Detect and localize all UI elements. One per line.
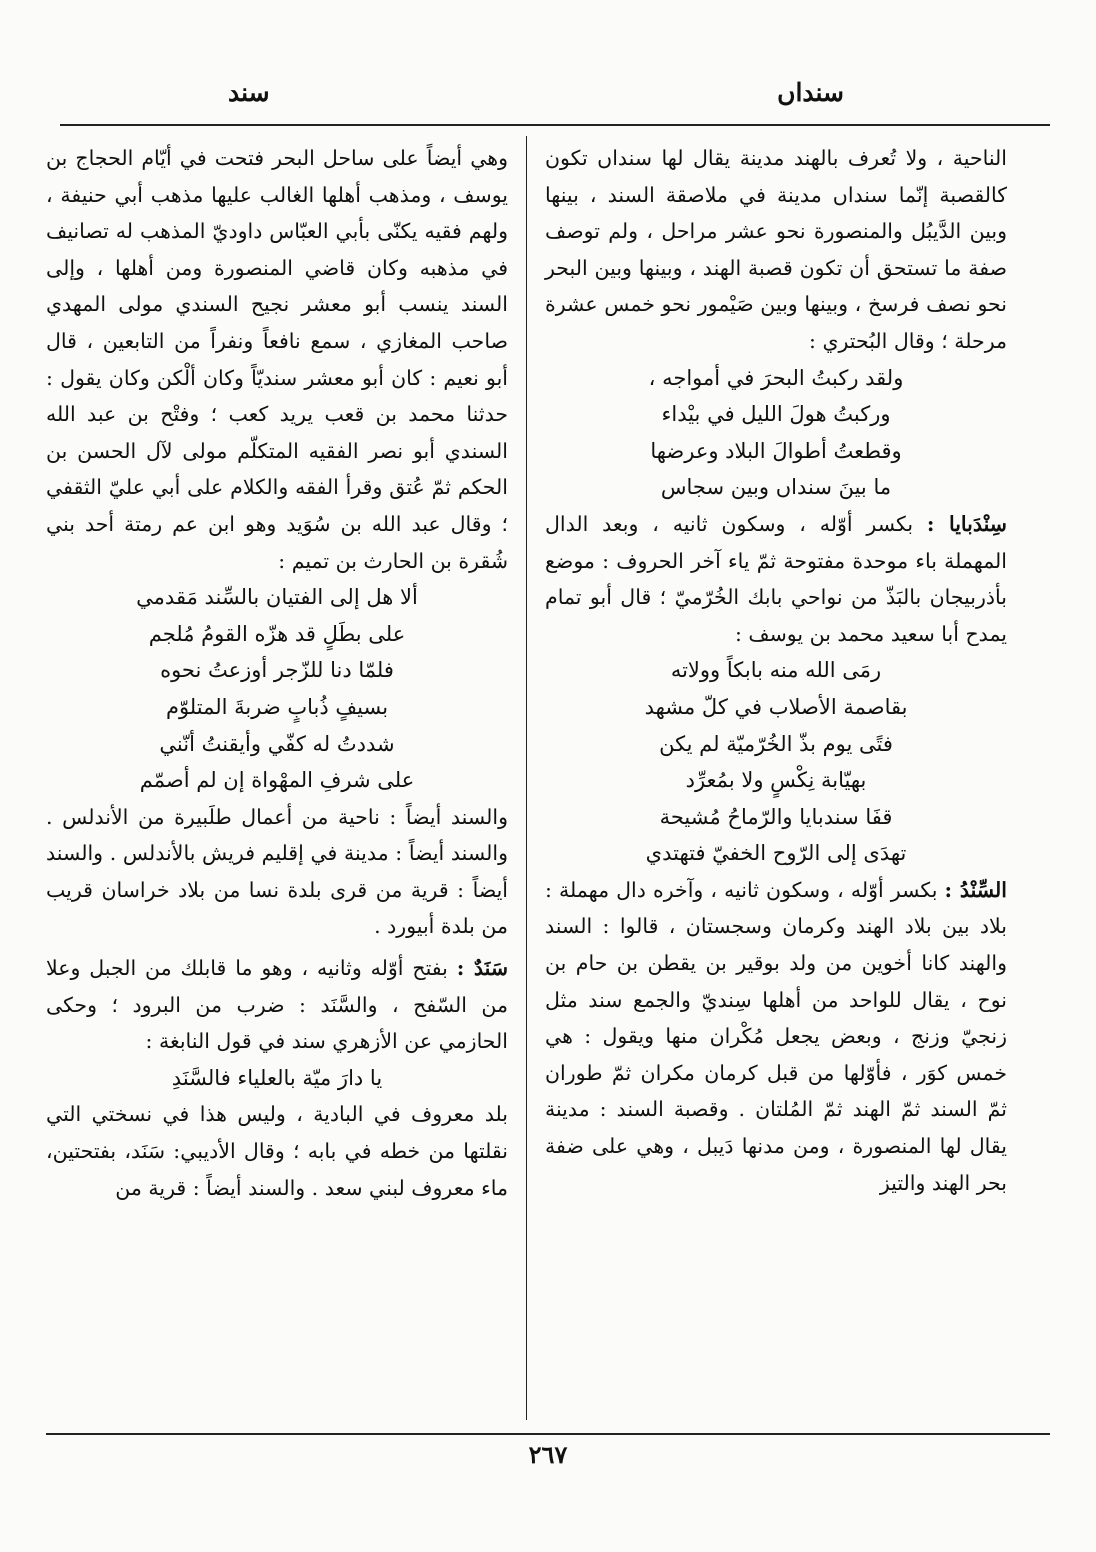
- verse-line: بسيفٍ ذُبابٍ ضربةَ المتلوّم: [165, 694, 389, 719]
- entry-sanad: [46, 950, 508, 1060]
- verse-line: قفَا سندبايا والرّماحُ مُشيحة: [659, 804, 893, 829]
- verse-line: تهدَى إلى الرّوح الخفيّ فتهتدي: [645, 841, 907, 866]
- verse-line: ألا هل إلى الفتيان بالسِّند مَقدمي: [136, 585, 418, 610]
- verse-block: [46, 579, 508, 799]
- verse-line: بهيّابة نِكْسٍ ولا بمُعرِّد: [685, 768, 867, 793]
- entry-headword: السِّنْدُ :: [944, 877, 1007, 902]
- verse-line: وقطعتُ أطوالَ البلاد وعرضها: [650, 438, 902, 463]
- verse-line: فتًى يوم بذّ الخُرّميّة لم يكن: [659, 731, 893, 756]
- entry-headword: سَنَدٌ :: [456, 956, 508, 981]
- entry-sindbaya: [545, 506, 1007, 652]
- entry-paragraph: وهي أيضاً على ساحل البحر فتحت في أيّام الحجاج بن يوسف ، ومذهب أهلها الغالب عليها مذهب أبي حنيفة ، ولهم فقيه يكنّى بأبي العبّاس داوديّ المذهب له تصانيف في مذهبه وكان قاضي المنصورة ومن أهلها ، وإلى السند ينسب أبو معشر نجيح السندي مولى المهدي صاحب المغازي ، سمع نافعاً ونفراً من التابعين ، قال أبو نعيم : كان أبو معشر سنديّاً وكان ألْكن وكان يقول : حدثنا محمد بن قعب يريد كعب ؛ وفتْح بن عبد الله السندي أبو نصر الفقيه المتكلّم مولى لآل الحسن بن الحكم ثمّ عُتق وقرأ الفقه والكلام على أبي عليّ الثقفي ؛ وقال عبد الله بن سُوَيد وهو ابن عم رمتة أحد بني شُقرة بن الحارث بن تميم :: [46, 146, 508, 573]
- verse-block: [46, 1060, 508, 1097]
- left-column: [46, 140, 508, 1206]
- column-divider: [526, 136, 527, 1420]
- verse-line: فلمّا دنا للزّجر أوزعتُ نحوه: [160, 658, 394, 683]
- entry-paragraph: والسند أيضاً : ناحية من أعمال طلَبيرة من الأندلس . والسند أيضاً : مدينة في إقليم فريش بالأندلس . والسند أيضاً : قرية من قرى بلدة نسا من بلاد خراسان قريب من بلدة أبيورد .: [46, 804, 509, 939]
- entry-paragraph: بلد معروف في البادية ، وليس هذا في نسختي التي نقلتها من خطه في بابه ؛ وقال الأديبي: سَنَد، بفتحتين، ماء معروف لبني سعد . والسند أيضاً : قرية من: [46, 1102, 508, 1200]
- verse-line: بقاصمة الأصلاب في كلّ مشهد: [644, 694, 908, 719]
- verse-line: على شرفِ المهْواة إن لم أصمّم: [139, 768, 415, 793]
- verse-line: ولقد ركبتُ البحرَ في أمواجه ،: [648, 365, 904, 390]
- footer-rule: [46, 1433, 1050, 1435]
- entry-paragraph: الناحية ، ولا تُعرف بالهند مدينة يقال لها سنداں تكون كالقصبة إنّما سنداں مدينة في ملاصقة السند ، بينها وبين الدَّيبُل والمنصورة نحو عشر مراحل ، ولم توصف صفة ما تستحق أن تكون قصبة الهند ، وبينها وبين البحر نحو نصف فرسخ ، وبينها وبين صَيْمور نحو خمس عشرة مرحلة ؛ وقال البُحتري :: [545, 146, 1007, 353]
- page-number: ٢٦٧: [528, 1440, 568, 1469]
- verse-line: شددتُ له كفّي وأيقنتُ أنّني: [159, 731, 395, 756]
- entry-text: بفتح أوّله وثانيه ، وهو ما قابلك من الجبل وعلا من السّفح ، والسَّنَد : ضرب من البرود ؛ وحكى الحازمي عن الأزهري سند في قول النابغة :: [46, 956, 508, 1054]
- verse-line: يا دارَ ميّة بالعلياء فالسَّنَدِ: [171, 1065, 383, 1090]
- verse-line: وركبتُ هولَ الليل في بيْداء: [661, 402, 891, 427]
- entry-text: بكسر أوّله ، وسكون ثانيه ، وآخره دال مهملة : بلاد بين بلاد الهند وكرمان وسجستان ، قالوا : السند والهند كانا أخوين من ولد بوقير بن يقطن بن حام بن نوح ، يقال للواحد من أهلها سِنديّ والجمع سند مثل زنجيّ وزنج ، وبعض يجعل مُكْران منها ويقول : هي خمس كوَر ، فأوّلها من قبل كرمان مكران ثمّ طوران ثمّ السند ثمّ الهند ثمّ المُلتان . وقصبة السند : مدينة يقال لها المنصورة ، ومن مدنها دَيبل ، وهي على ضفة بحر الهند والتيز: [545, 877, 1007, 1195]
- right-column: [545, 140, 1007, 1201]
- verse-block: [545, 652, 1007, 872]
- entry-headword: سِنْدَبايا :: [926, 511, 1007, 536]
- entry-al-sind: [545, 872, 1007, 1201]
- running-head-left: سند: [228, 78, 270, 107]
- entry-text: بكسر أوّله ، وسكون ثانيه ، وبعد الدال المهملة باء موحدة مفتوحة ثمّ ياء آخر الحروف : موضع بأذربيجان بالبَذّ من نواحي بابك الخُرّميّ ؛ قال أبو تمام يمدح أبا سعيد محمد بن يوسف :: [545, 511, 1007, 646]
- verse-line: رمَى الله منه بابكاً وولاته: [670, 658, 882, 683]
- verse-line: ما بينَ سنداں وبين سجاس: [660, 475, 892, 500]
- verse-line: على بطَلٍ قد هزّه القومُ مُلجم: [148, 621, 406, 646]
- running-head-right: سنداں: [777, 78, 844, 107]
- header-rule: [60, 124, 1050, 126]
- verse-block: [545, 360, 1007, 506]
